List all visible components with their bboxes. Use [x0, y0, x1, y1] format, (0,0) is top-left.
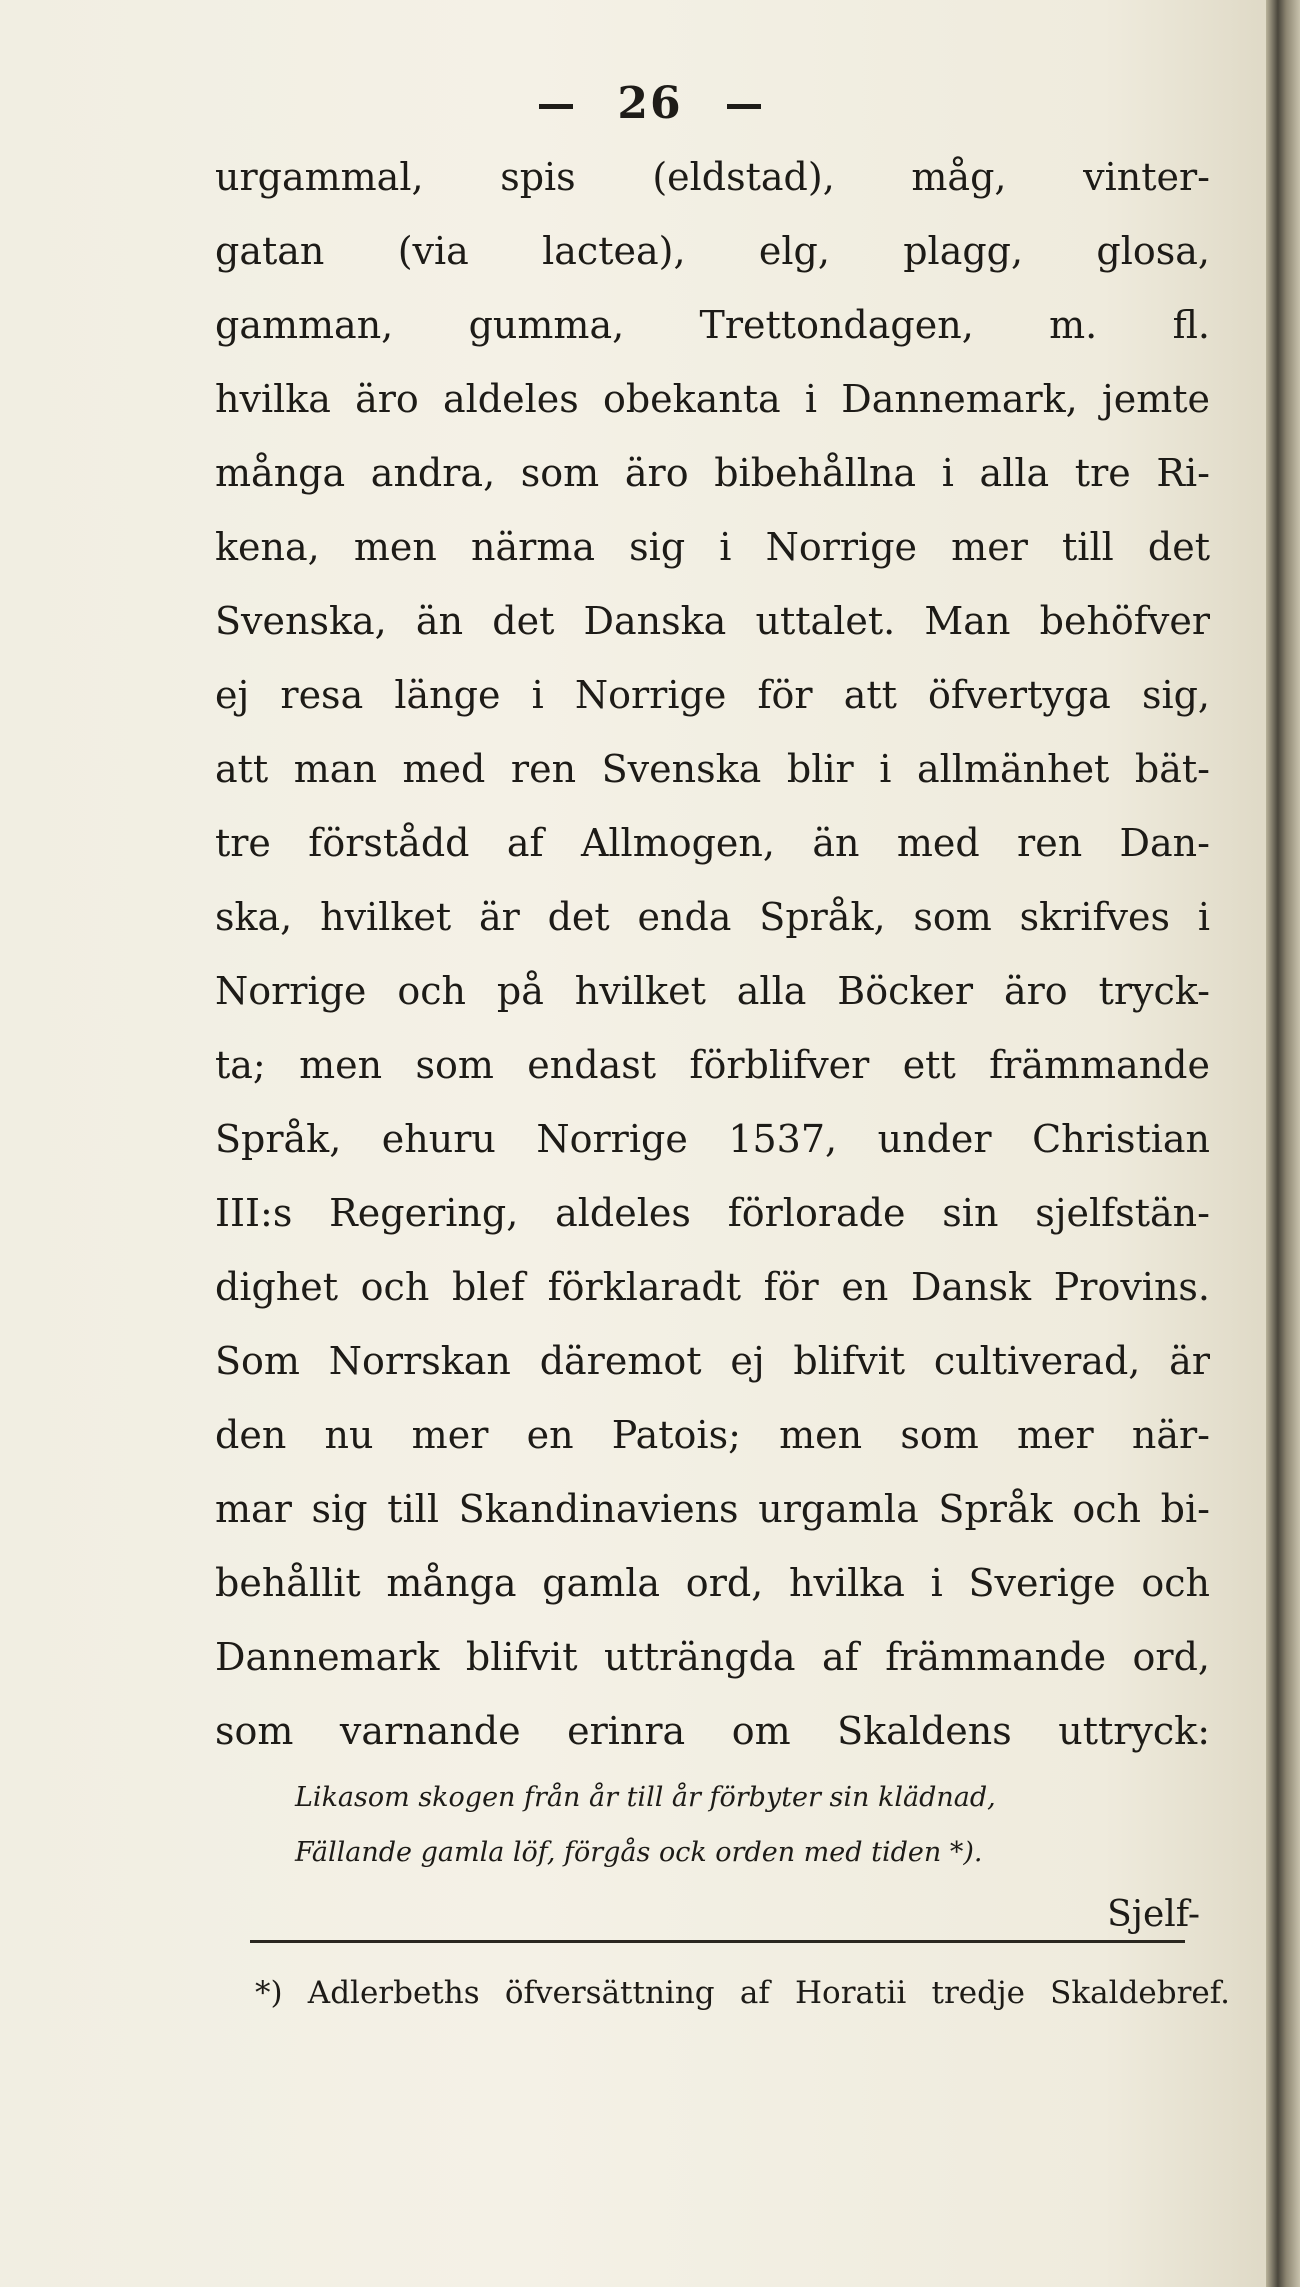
text-line: III:s Regering, aldeles förlorade sin sjelfstän- [215, 1191, 1210, 1235]
verse-line: Fällande gamla löf, förgås ock orden med tiden *). [295, 1837, 983, 1868]
text-line: Norrige och på hvilket alla Böcker äro tryck- [215, 969, 1210, 1013]
page-number: 26 [617, 78, 683, 129]
text-line: den nu mer en Patois; men som mer när- [215, 1413, 1210, 1457]
text-line: ta; men som endast förblifver ett främmande [215, 1043, 1210, 1087]
verse-line: Likasom skogen från år till år förbyter sin klädnad, [295, 1782, 996, 1813]
left-dash [539, 104, 573, 109]
text-line: hvilka äro aldeles obekanta i Dannemark, jemte [215, 377, 1210, 421]
text-line: dighet och blef förklaradt för en Dansk Provins. [215, 1265, 1210, 1309]
text-line: kena, men närma sig i Norrige mer till det [215, 525, 1210, 569]
catchword: Sjelf- [1107, 1894, 1200, 1935]
text-line: urgammal, spis (eldstad), måg, vinter- [215, 155, 1210, 199]
footnote: *) Adlerbeths öfversättning af Horatii tredje Skaldebref. [255, 1975, 1230, 2011]
text-line: gatan (via lactea), elg, plagg, glosa, [215, 229, 1210, 273]
text-line: tre förstådd af Allmogen, än med ren Dan- [215, 821, 1210, 865]
text-line: ska, hvilket är det enda Språk, som skrifves i [215, 895, 1210, 939]
text-line: gamman, gumma, Trettondagen, m. fl. [215, 303, 1210, 347]
footnote-divider [250, 1940, 1185, 1943]
text-line: som varnande erinra om Skaldens uttryck: [215, 1709, 1210, 1753]
text-line: ej resa länge i Norrige för att öfvertyga sig, [215, 673, 1210, 717]
book-gutter-shadow [1266, 0, 1300, 2287]
text-line: mar sig till Skandinaviens urgamla Språk och bi- [215, 1487, 1210, 1531]
text-line: många andra, som äro bibehållna i alla tre Ri- [215, 451, 1210, 495]
text-line: behållit många gamla ord, hvilka i Sverige och [215, 1561, 1210, 1605]
text-line: att man med ren Svenska blir i allmänhet bät- [215, 747, 1210, 791]
text-line: Svenska, än det Danska uttalet. Man behöfver [215, 599, 1210, 643]
right-dash [727, 104, 761, 109]
text-line: Som Norrskan däremot ej blifvit cultiverad, är [215, 1339, 1210, 1383]
text-line: Språk, ehuru Norrige 1537, under Christian [215, 1117, 1210, 1161]
text-line: Dannemark blifvit utträngda af främmande ord, [215, 1635, 1210, 1679]
body-text [215, 140, 1210, 1950]
page-number-header [0, 78, 1300, 129]
